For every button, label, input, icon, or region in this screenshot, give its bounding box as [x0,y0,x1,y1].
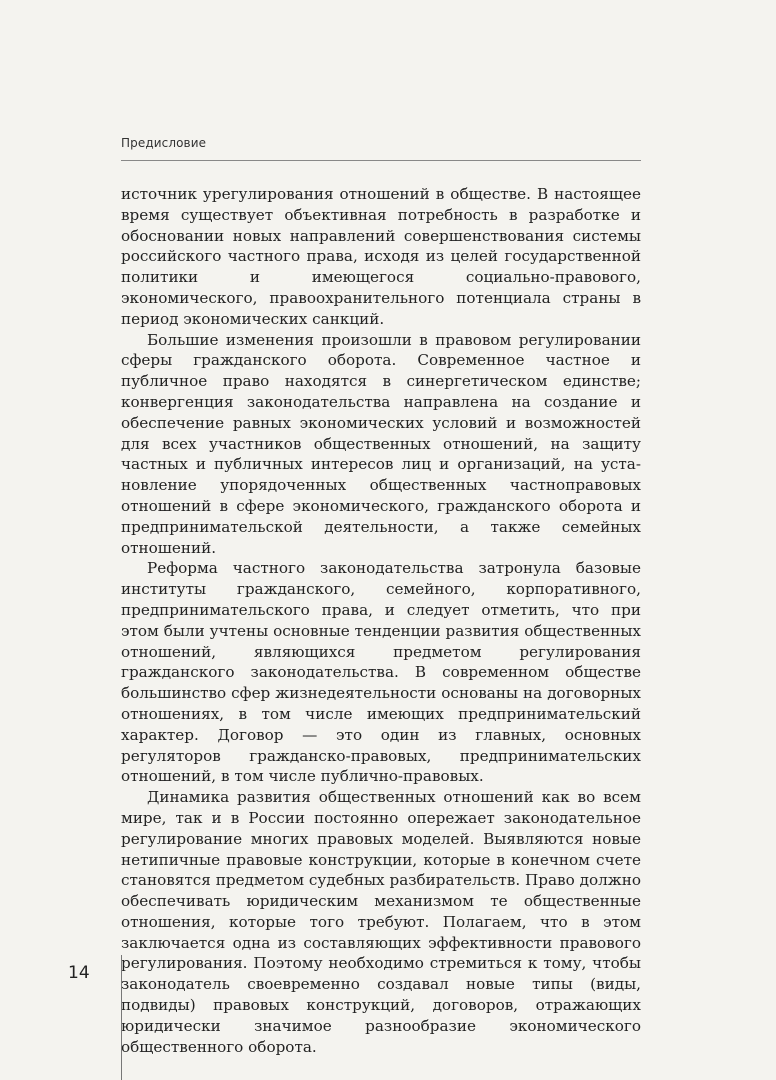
body-text [121,184,641,1057]
header-rule [121,160,641,161]
page-number: 14 [68,963,90,983]
paragraph-2: Большие изменения произошли в правовом регулировании сферы гражданского оборота. Современное частное и публичное право находятся в синергетическом единстве; конвергенция законодательства направлена на создание и обеспечение равных экономических условий и возможностей для всех участников общественных отношений, на защиту частных и публичных интересов лиц и организаций, на установление упорядоченных общественных частноправовых отношений в сфере экономического, гражданского оборота и предпринимательской деятельности, а также семейных отношений. [121,330,641,557]
paragraph-1: источник урегулирования отношений в обществе. В настоящее время существует объективная потребность в разработке и обосновании новых направлений совершенствования системы российского частного права, исходя из целей государственной политики и имеющегося социально-правового, экономического, правоохранительного потенциала страны в период экономических санкций. [121,185,641,328]
running-head: Предисловие [121,136,207,150]
paragraph-4: Динамика развития общественных отношений как во всем мире, так и в России постоянно опережает законодательное регулирование многих правовых моделей. Выявляются новые нетипичные правовые конструкции, которые в конечном счете становятся предметом судебных разбирательств. Право должно обеспечивать юридическим механизмом те общественные отношения, которые того требуют. Полагаем, что в этом заключается одна из составляющих эффективности правового регулирования. Поэтому необходимо стремиться к тому, чтобы законодатель своевременно создавал новые типы (виды, подвиды) правовых конструкций, договоров, отражающих юридически значимое разнообразие экономического общественного оборота. [121,788,641,1056]
paragraph-3: Реформа частного законодательства затронула базовые институты гражданского, семейного, корпоративного, предпринимательского права, и следует отметить, что при этом были учтены основные тенденции развития общественных отношений, являющихся предметом регулирования гражданского законодательства. В современном обществе большинство сфер жизнедеятельности основаны на договорных отношениях, в том числе имеющих предпринимательский характер. Договор — это один из главных, основных регуляторов гражданско-правовых, предпринимательских отношений, в том числе публично-правовых. [121,559,641,786]
margin-rule [121,955,122,1080]
